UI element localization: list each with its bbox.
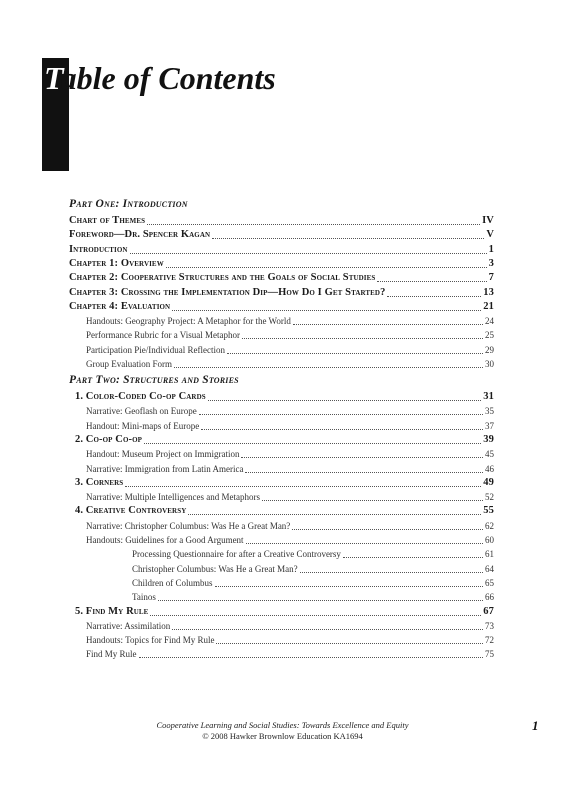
toc-entry-page: 61	[485, 549, 494, 560]
toc-entry-label: Chart of Themes	[69, 215, 146, 226]
toc-entry[interactable]	[86, 448, 494, 460]
toc-entry-label: 1. Color-Coded Co-op Cards	[75, 391, 206, 402]
dot-leader	[174, 366, 483, 368]
toc-entry[interactable]	[75, 477, 494, 489]
toc-entry-page: 55	[483, 505, 494, 517]
dot-leader	[292, 528, 483, 530]
toc-entry-page: 49	[483, 476, 494, 488]
page-title	[44, 58, 276, 98]
dot-leader	[216, 642, 483, 644]
toc-entry-label: 2. Co-op Co-op	[75, 433, 143, 445]
footer-book-title: Cooperative Learning and Social Studies: Towards Excellence and Equity	[156, 720, 409, 730]
toc-entry-page: 31	[483, 391, 494, 402]
toc-entry-page: 75	[485, 649, 494, 660]
toc-entry-label: Processing Questionnaire for after a Creative Controversy	[132, 549, 341, 560]
toc-entry-page: 25	[485, 330, 494, 341]
toc-entry-page: 73	[485, 620, 494, 631]
toc-entry[interactable]	[86, 420, 494, 432]
toc-entry-label: 4. Creative Controversy	[75, 505, 187, 517]
toc-entry-label: Handouts: Topics for Find My Rule	[86, 635, 215, 646]
toc-entry-label: Chapter 1: Overview	[69, 257, 164, 269]
dot-leader	[139, 656, 483, 658]
dot-leader	[199, 413, 483, 415]
toc-entry-page: V	[486, 229, 494, 241]
dot-leader	[144, 442, 481, 444]
toc-entry[interactable]	[69, 229, 494, 241]
toc-entry[interactable]	[132, 577, 494, 589]
toc-entry[interactable]	[86, 534, 494, 546]
dot-leader	[166, 266, 487, 268]
dot-leader	[377, 280, 486, 282]
toc-entry-label: Handouts: Guidelines for a Good Argument	[86, 535, 244, 545]
toc-entry[interactable]	[69, 272, 494, 284]
part-heading: Part One: Introduction	[69, 198, 188, 210]
dot-leader	[215, 585, 484, 587]
dot-leader	[172, 309, 481, 311]
toc-entry-label: Group Evaluation Form	[86, 359, 172, 369]
toc-entry-label: Christopher Columbus: Was He a Great Man?	[132, 563, 298, 574]
toc-entry-page: 30	[485, 359, 494, 369]
dot-leader	[201, 428, 483, 430]
toc-entry[interactable]	[86, 463, 494, 475]
toc-entry[interactable]	[75, 391, 494, 403]
toc-entry-page: 29	[485, 344, 494, 355]
toc-entry-page: 37	[485, 420, 494, 431]
dot-leader	[246, 542, 483, 544]
toc-entry[interactable]	[86, 648, 494, 660]
dot-leader	[125, 485, 481, 487]
dot-leader	[172, 628, 483, 630]
toc-entry[interactable]	[75, 434, 494, 446]
toc-entry-label: Foreword—Dr. Spencer Kagan	[69, 229, 211, 241]
page-number: 1	[532, 718, 539, 733]
toc-entry-page: 60	[485, 535, 494, 545]
dot-leader	[147, 223, 480, 225]
toc-entry-label: Introduction	[69, 243, 128, 255]
toc-entry[interactable]	[69, 287, 494, 299]
toc-entry[interactable]	[86, 520, 494, 532]
toc-entry-label: 3. Corners	[75, 476, 124, 488]
toc-entry[interactable]	[69, 301, 494, 313]
dot-leader	[241, 456, 483, 458]
toc-entry-label: Chapter 3: Crossing the Implementation Dip—How Do I Get Started?	[69, 286, 386, 298]
toc-entry-label: Participation Pie/Individual Reflection	[86, 344, 225, 355]
toc-entry-label: Tainos	[132, 592, 156, 603]
toc-entry[interactable]	[86, 491, 494, 503]
toc-entry-label: Handouts: Geography Project: A Metaphor for the World	[86, 316, 291, 327]
dot-leader	[343, 556, 483, 558]
toc-entry[interactable]	[75, 606, 494, 618]
dot-leader	[208, 399, 482, 401]
title-rest: able of Contents	[60, 60, 276, 96]
toc-entry-page: 62	[485, 520, 494, 531]
toc-entry-label: Narrative: Geoflash on Europe	[86, 406, 197, 417]
toc-entry[interactable]	[86, 405, 494, 417]
toc-entry-page: 65	[485, 577, 494, 588]
dot-leader	[158, 599, 483, 601]
toc-entry-page: 67	[483, 605, 494, 617]
dot-leader	[227, 352, 483, 354]
toc-entry-page: 1	[488, 243, 494, 255]
toc-entry[interactable]	[86, 329, 494, 341]
toc-entry-page: 7	[488, 272, 494, 284]
toc-entry[interactable]	[69, 258, 494, 270]
toc-entry-label: Handout: Mini-maps of Europe	[86, 420, 200, 431]
toc-entry-page: 45	[485, 449, 494, 460]
toc-entry[interactable]	[69, 244, 494, 256]
toc-entry[interactable]	[132, 563, 494, 575]
toc-entry[interactable]	[132, 548, 494, 560]
toc-entry[interactable]	[86, 344, 494, 356]
toc-entry-page: 72	[485, 635, 494, 646]
dot-leader	[188, 513, 481, 515]
toc-entry-label: Narrative: Assimilation	[86, 620, 171, 631]
page-footer	[0, 720, 565, 742]
toc-entry-label: Chapter 4: Evaluation	[69, 300, 171, 312]
toc-entry-page: 64	[485, 563, 494, 574]
toc-entry-page: 52	[485, 492, 494, 503]
toc-entry-label: Chapter 2: Cooperative Structures and the Goals of Social Studies	[69, 272, 376, 284]
toc-entry[interactable]	[75, 505, 494, 517]
dot-leader	[242, 337, 483, 339]
dot-leader	[300, 571, 483, 573]
toc-entry-page: 39	[483, 433, 494, 445]
dot-leader	[293, 323, 483, 325]
dot-leader	[387, 295, 481, 297]
toc-entry-page: 35	[485, 406, 494, 417]
toc-entry-label: Find My Rule	[86, 649, 137, 660]
toc-entry-label: Narrative: Multiple Intelligences and Metaphors	[86, 492, 260, 503]
toc-entry-page: 24	[485, 316, 494, 327]
toc-entry[interactable]	[86, 620, 494, 632]
dot-leader	[212, 237, 484, 239]
dot-leader	[150, 614, 481, 616]
toc-entry-page: 21	[483, 300, 494, 312]
toc-entry[interactable]	[69, 215, 494, 227]
footer-copyright: © 2008 Hawker Brownlow Education KA1694	[202, 731, 363, 741]
toc-entry-page: 13	[483, 286, 494, 298]
toc-entry-label: Handout: Museum Project on Immigration	[86, 449, 240, 460]
dot-leader	[245, 471, 483, 473]
title-first-letter: T	[44, 60, 61, 96]
part-heading: Part Two: Structures and Stories	[69, 374, 239, 386]
toc-entry-page: 46	[485, 463, 494, 474]
toc-entry-page: IV	[482, 215, 494, 226]
toc-entry-label: Narrative: Immigration from Latin America	[86, 463, 244, 474]
toc-entry-label: Narrative: Christopher Columbus: Was He a Great Man?	[86, 520, 291, 531]
toc-entry-page: 3	[488, 257, 494, 269]
toc-entry[interactable]	[86, 315, 494, 327]
toc-entry[interactable]	[86, 358, 494, 370]
toc-entry-label: 5. Find My Rule	[75, 605, 149, 617]
toc-entry-page: 66	[485, 592, 494, 603]
toc-entry[interactable]	[86, 634, 494, 646]
dot-leader	[262, 499, 483, 501]
dot-leader	[130, 252, 487, 254]
toc-entry-label: Performance Rubric for a Visual Metaphor	[86, 330, 240, 341]
toc-entry[interactable]	[132, 591, 494, 603]
toc-entry-label: Children of Columbus	[132, 577, 213, 588]
